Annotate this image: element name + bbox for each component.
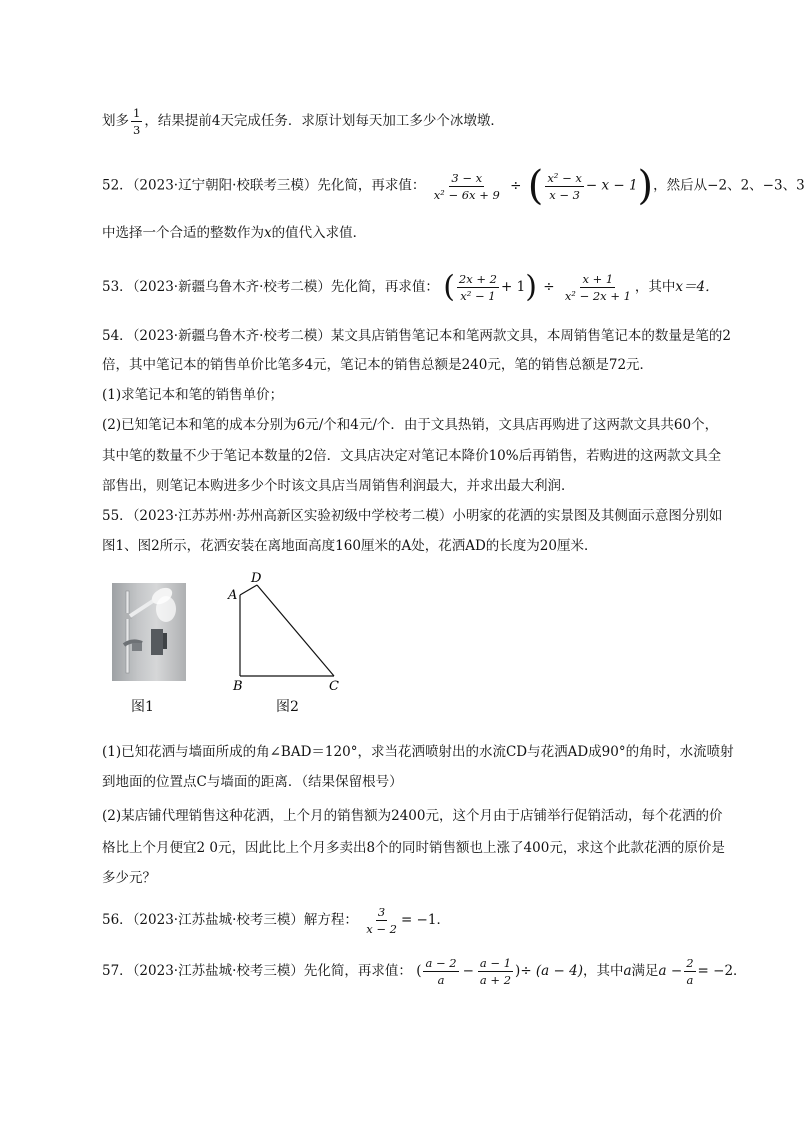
q55-line2: 图1、图2所示，花洒安装在离地面高度160厘米的A处，花洒AD的长度为20厘米． [102, 538, 598, 554]
shower-photo-drawing [112, 583, 186, 681]
q55-part1-line2: 到地面的位置点C与墙面的距离．（结果保留根号） [102, 774, 403, 790]
shower-photo [112, 583, 186, 681]
q52-divide: ÷ [510, 177, 522, 194]
q54-line2: 倍，其中笔记本的销售单价比笔多4元，笔记本的销售总额是240元，笔的销售总额是72元． [102, 357, 654, 373]
shower-arm-AD [240, 585, 257, 595]
point-D-label: D [251, 571, 262, 586]
q55-part1-line1: (1)已知花洒与墙面所成的角∠BAD＝120°，求当花洒喷射出的水流CD与花洒AD成90°的角时，水流喷射 [102, 744, 734, 760]
q51-prefix: 划多 [102, 113, 129, 129]
q52-fraction1: $\frac{3 - x}{\text{x² − 6x + 9}}$ [433, 170, 500, 202]
q52-choice-3: −3 [762, 177, 783, 194]
q55-part2-line1: (2)某店铺代理销售这种花洒，上个月的销售额为2400元，这个月由于店铺举行促销活动，每个花洒的价 [102, 808, 723, 824]
figure1-caption: 图1 [131, 699, 154, 715]
q52-choice-2: 2 [740, 177, 750, 194]
q53-fraction1: $\frac{2x + 2}{\text{x² − 1}}$ [458, 272, 497, 303]
q52-source: （2023·辽宁朝阳·校联考三模）先化简，再求值： [132, 177, 426, 194]
q55-part2-line2: 格比上个月便宜2 0元，因此比上个月多卖出8个的同时销售额也上涨了400元，求这个此款花洒的原价是 [102, 840, 725, 856]
q56-source: （2023·江苏盐城·校考三模）解方程： [132, 912, 358, 928]
q53-fraction2: $\frac{x + 1}{\text{x² − 2x + 1}}$ [564, 272, 631, 303]
q52-line2: 中选择一个合适的整数作为x的值代入求值． [102, 225, 367, 241]
q57-cond-fraction: $\frac{2}{a}$ [686, 956, 694, 987]
q55-part2-line3: 多少元？ [102, 870, 156, 886]
q53-source: （2023·新疆乌鲁木齐·校考二模）先化简，再求值： [132, 279, 439, 295]
q52-choice-1: −2 [707, 177, 728, 194]
figure2-caption: 图2 [276, 699, 299, 715]
q52-line1: 52．（2023·辽宁朝阳·校联考三模）先化简，再求值： $\frac{3 - x}{\text{x² − 6x + 9}}$ ÷ ( $\frac{\text{x² − x}}{x - 3}$ − x − 1)，然后从−2、2、−3、3 [102, 163, 805, 209]
q52-number: 52． [102, 177, 133, 194]
shower-side-diagram [222, 570, 352, 695]
q56-number: 56． [102, 912, 133, 928]
q52-after: ，然后从 [653, 177, 708, 194]
q57-fraction1: $\frac{a - 2}{a}$ [425, 956, 457, 987]
q51-tail-line [102, 106, 504, 137]
point-C-label: C [329, 679, 339, 694]
q52-tail-expr: − x − 1 [585, 177, 638, 194]
q57-number: 57． [102, 963, 133, 979]
q51-text: ，结果提前4天完成任务．求原计划每天加工多少个冰墩墩． [144, 113, 504, 129]
q54-line1: 54．（2023·新疆乌鲁木齐·校考二模）某文具店销售笔记本和笔两款文具，本周销售笔记本的数量是笔的2 [102, 328, 731, 344]
q56-line: 56．（2023·江苏盐城·校考三模）解方程： $\frac{3}{x - 2}$ = −1． [102, 905, 450, 936]
q54-part2-line2: 其中笔的数量不少于笔记本数量的2倍．文具店决定对笔记本降价10%后再销售，若购进的这两款文具全 [102, 448, 722, 464]
q52-choice-4: 3 [796, 177, 805, 194]
q57-source: （2023·江苏盐城·校考三模）先化简，再求值： [132, 963, 412, 979]
q52-fraction2: $\frac{\text{x² − x}}{x - 3}$ [547, 170, 582, 202]
q57-fraction2: $\frac{a - 1}{a + 2}$ [479, 956, 512, 987]
q51-fraction: $\frac{1}{3}$ [133, 106, 141, 137]
q54-part1: (1)求笔记本和笔的销售单价； [102, 387, 284, 403]
q53-line: 53．（2023·新疆乌鲁木齐·校考二模）先化简，再求值： ( $\frac{2x + 2}{\text{x² − 1}}$ + 1) ÷ $\frac{x + 1}{\text{x² − 2x + 1}}$ ，其中x＝4． [102, 269, 719, 305]
q54-part2-line1: (2)已知笔记本和笔的成本分别为6元/个和4元/个．由于文具热销，文具店再购进了这两款文具共60个， [102, 417, 719, 433]
q53-number: 53． [102, 279, 133, 295]
point-A-label: A [228, 588, 238, 603]
point-B-label: B [233, 679, 243, 694]
q55-line1: 55．（2023·江苏苏州·苏州高新区实验初级中学校考二模）小明家的花洒的实景图及其侧面示意图分别如 [102, 508, 723, 524]
q55-number: 55． [102, 508, 133, 524]
q54-part2-line3: 部售出，则笔记本购进多少个时该文具店当周销售利润最大，并求出最大利润． [102, 478, 575, 494]
water-stream-DC [257, 585, 334, 676]
q56-fraction: $\frac{3}{x - 2}$ [366, 905, 397, 936]
q54-number: 54． [102, 328, 133, 344]
q57-line: 57．（2023·江苏盐城·校考三模）先化简，再求值： ( $\frac{a - 2}{a}$ − $\frac{a - 1}{a + 2}$ )÷ (a − 4)，其中a满足a − $\frac{2}{a}$ = −2． [102, 956, 747, 987]
q53-condition: x＝4． [675, 279, 719, 295]
